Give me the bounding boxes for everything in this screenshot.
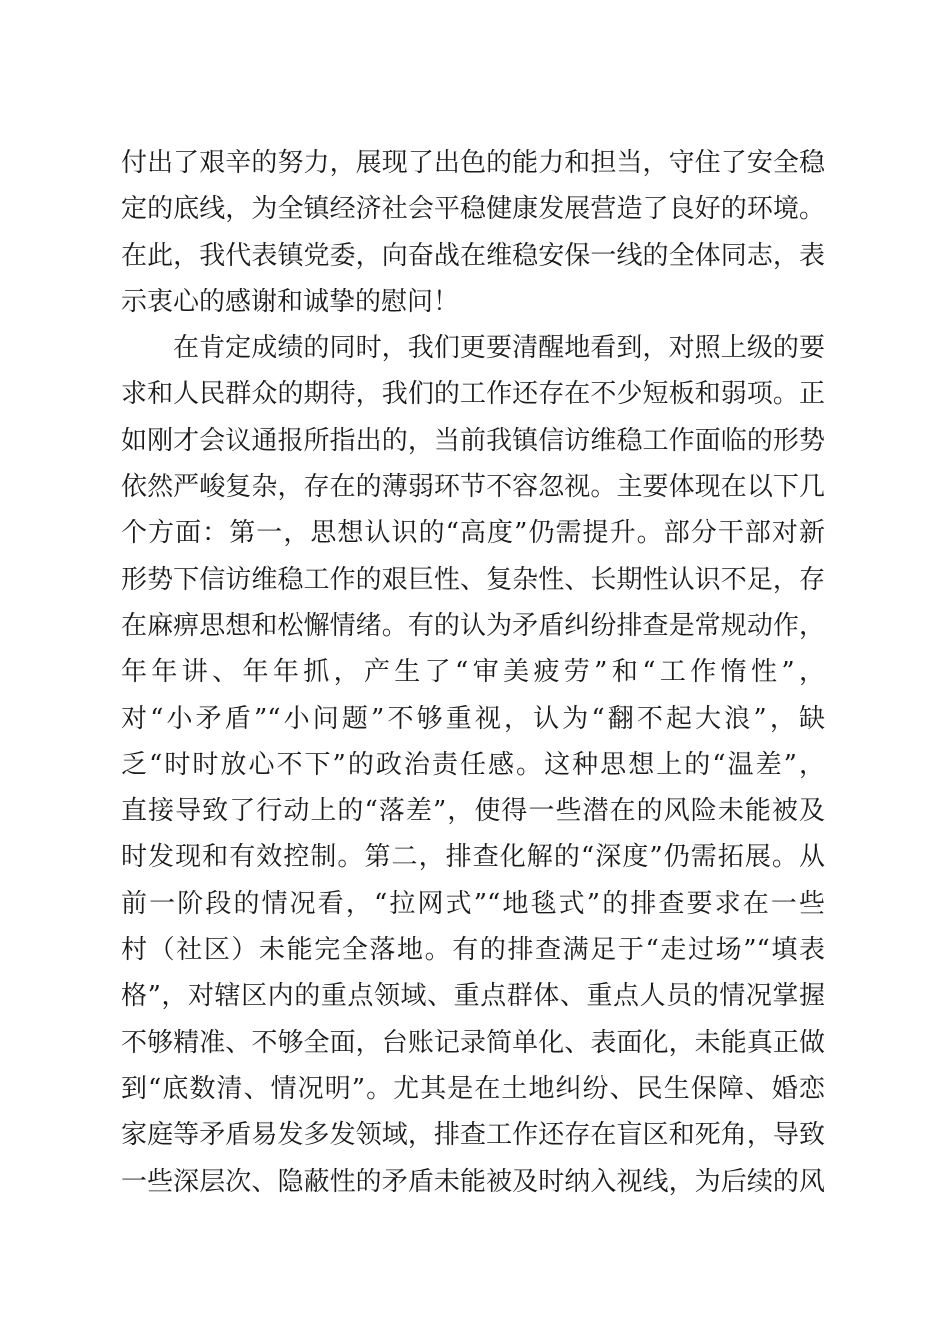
text-line: 年年讲、年年抓，产生了“审美疲劳”和“工作惰性”， bbox=[121, 657, 825, 688]
text-line: 形势下信访维稳工作的艰巨性、复杂性、长期性认识不足，存 bbox=[121, 564, 825, 595]
text-line: 到“底数清、情况明”。尤其是在土地纠纷、民生保障、婚恋 bbox=[121, 1073, 825, 1104]
text-line: 乏“时时放心不下”的政治责任感。这种思想上的“温差”， bbox=[121, 749, 825, 780]
text-line: 定的底线，为全镇经济社会平稳健康发展营造了良好的环境。 bbox=[121, 194, 825, 225]
text-line: 前一阶段的情况看，“拉网式”“地毯式”的排查要求在一些 bbox=[121, 888, 825, 919]
text-line: 付出了艰辛的努力，展现了出色的能力和担当，守住了安全稳 bbox=[121, 148, 825, 178]
paragraph-first-line: 在肯定成绩的同时，我们更要清醒地看到，对照上级的要 bbox=[173, 333, 825, 364]
document-body-text bbox=[121, 140, 825, 1205]
text-line: 在此，我代表镇党委，向奋战在维稳安保一线的全体同志，表 bbox=[121, 240, 825, 271]
text-line: 如刚才会议通报所指出的，当前我镇信访维稳工作面临的形势 bbox=[121, 425, 825, 456]
text-line: 时发现和有效控制。第二，排查化解的“深度”仍需拓展。从 bbox=[121, 842, 825, 873]
text-line: 对“小矛盾”“小问题”不够重视，认为“翻不起大浪”，缺 bbox=[121, 703, 825, 734]
text-line: 村（社区）未能完全落地。有的排查满足于“走过场”“填表 bbox=[121, 935, 825, 966]
text-line: 不够精准、不够全面，台账记录简单化、表面化，未能真正做 bbox=[121, 1027, 825, 1058]
text-line: 一些深层次、隐蔽性的矛盾未能被及时纳入视线，为后续的风 bbox=[121, 1166, 825, 1197]
text-line: 格”，对辖区内的重点领域、重点群体、重点人员的情况掌握 bbox=[121, 981, 825, 1012]
text-line: 家庭等矛盾易发多发领域，排查工作还存在盲区和死角，导致 bbox=[121, 1120, 825, 1151]
text-line: 直接导致了行动上的“落差”，使得一些潜在的风险未能被及 bbox=[121, 796, 825, 827]
text-line: 示衷心的感谢和诚挚的慰问！ bbox=[121, 286, 460, 317]
text-line: 个方面：第一，思想认识的“高度”仍需提升。部分干部对新 bbox=[121, 518, 825, 549]
text-line: 在麻痹思想和松懈情绪。有的认为矛盾纠纷排查是常规动作， bbox=[121, 610, 825, 641]
text-line: 求和人民群众的期待，我们的工作还存在不少短板和弱项。正 bbox=[121, 379, 825, 410]
text-line: 依然严峻复杂，存在的薄弱环节不容忽视。主要体现在以下几 bbox=[121, 472, 825, 503]
